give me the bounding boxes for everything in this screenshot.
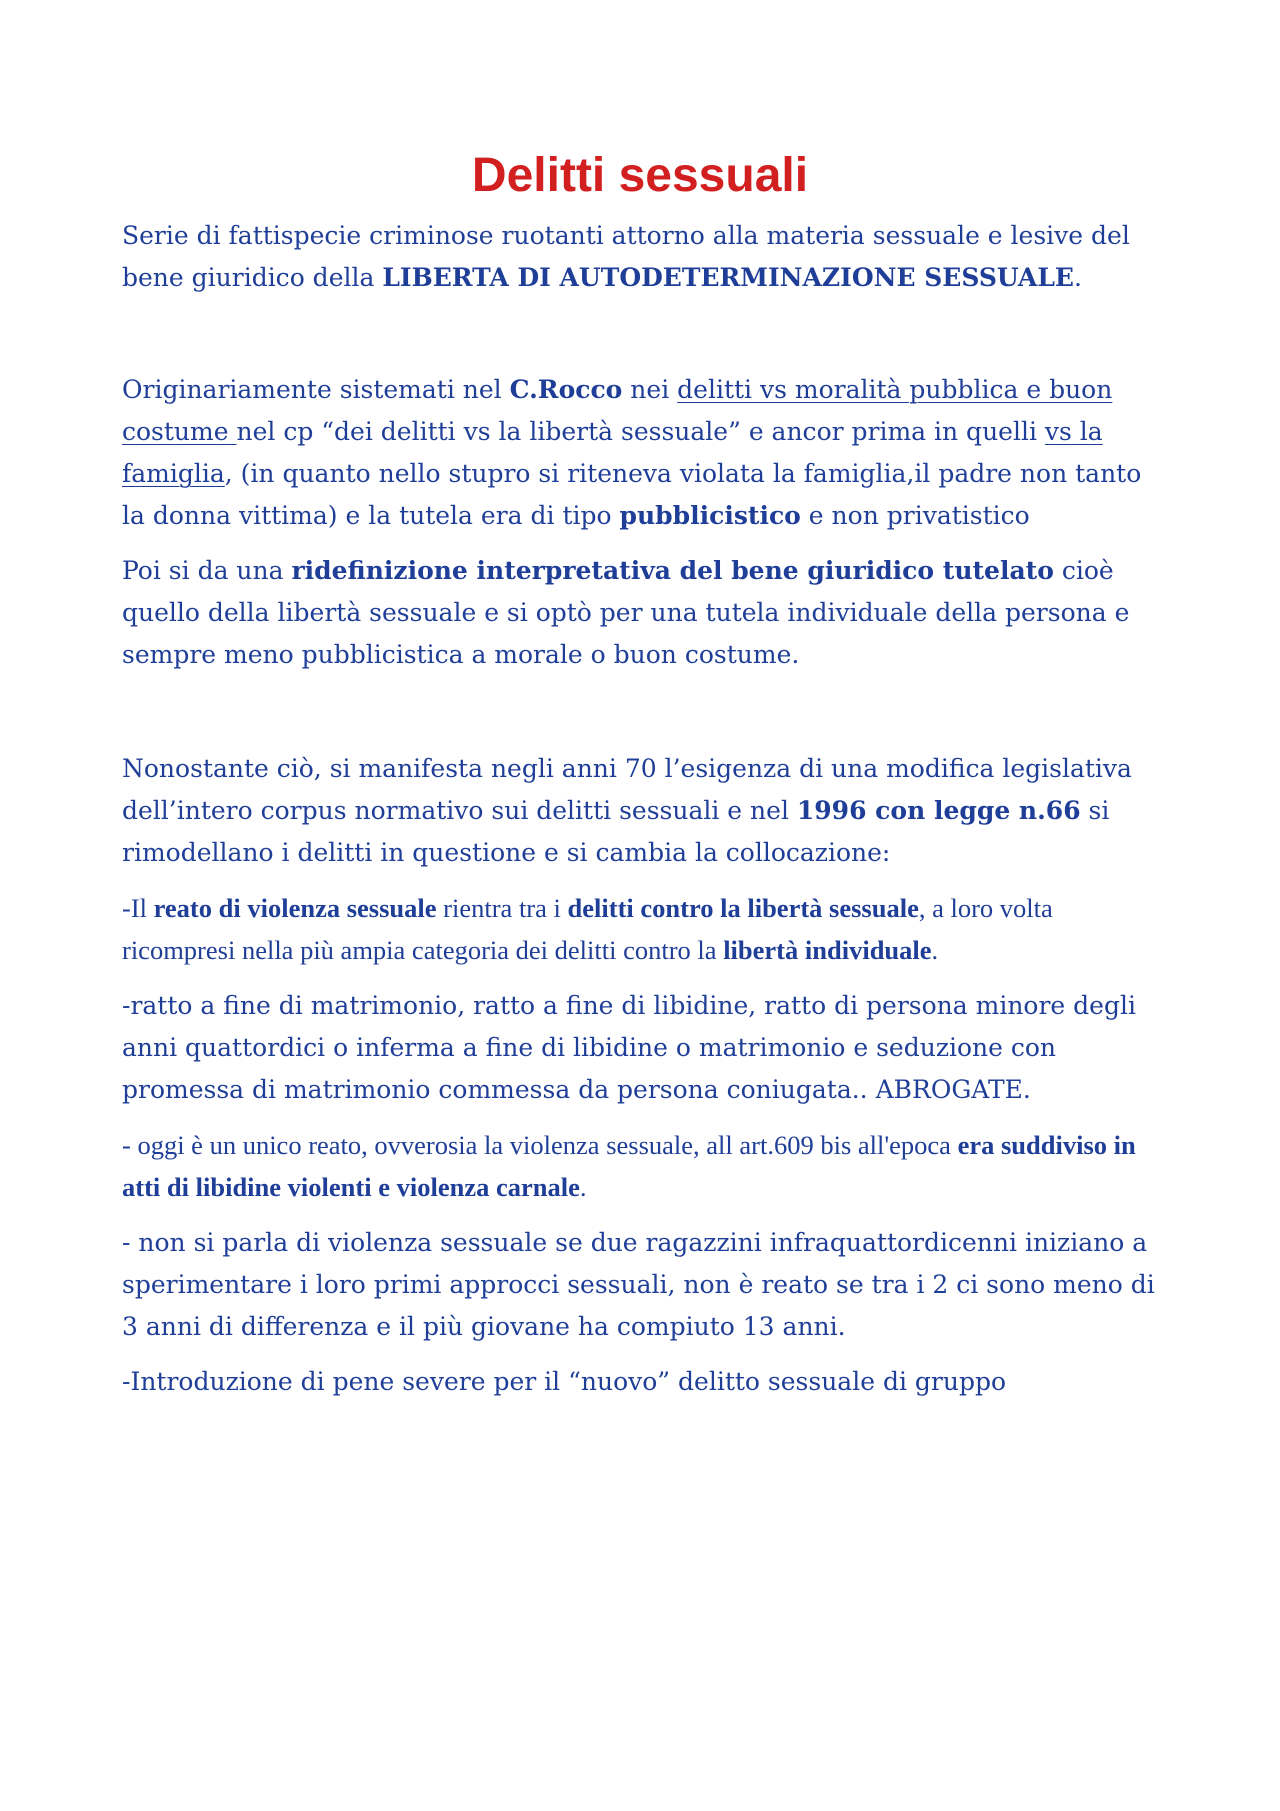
paragraph-single-offence <box>122 1124 1172 1208</box>
text-run: cioè quello della libertà sessuale e si optò per una tutela individuale della persona e sempre meno pubblicistica a morale o buon costume. <box>122 556 1130 669</box>
paragraph-definition <box>122 215 1172 299</box>
bold-text: pubblicistico <box>619 501 801 530</box>
bold-text: C.Rocco <box>509 375 623 404</box>
text-run: , a loro volta ricompresi nella più ampia categoria dei delitti contro la <box>122 893 1053 965</box>
text-run: nei <box>622 375 678 404</box>
text-run: Originariamente sistemati nel <box>122 375 510 404</box>
text-run: Nonostante ciò, si manifesta negli anni 70 l’esigenza di una modifica legislativa dell’intero corpus normativo sui delitti sessuali e nel <box>122 754 1132 825</box>
bold-text: libertà individuale <box>723 935 932 965</box>
page-title: Delitti sessuali <box>471 149 809 202</box>
text-run: - oggi è un unico reato, ovverosia la violenza sessuale, all art.609 bis all'epoca <box>122 1130 958 1160</box>
paragraph-group-offence <box>122 1361 1172 1403</box>
bold-text: reato di violenza sessuale <box>153 893 437 923</box>
text-run: -Introduzione di pene severe per il “nuovo” delitto sessuale di gruppo <box>122 1367 1006 1396</box>
paragraph-redefinition <box>122 550 1172 676</box>
underlined-text: delitti vs moralità pubblica e buon costume <box>122 375 1113 446</box>
text-run: e non privatistico <box>800 501 1030 530</box>
paragraph-origins <box>122 369 1172 537</box>
text-run: , (in quanto nello stupro si riteneva violata la famiglia,il padre non tanto la donna vittima) e la tutela era di tipo <box>122 459 1142 530</box>
underlined-text: vs la famiglia <box>122 417 1103 488</box>
text-run: -ratto a fine di matrimonio, ratto a fine di libidine, ratto di persona minore degli anni quattordici o inferma a fine di libidine o matrimonio e seduzione con promessa di matrimonio commessa da persona coniugata.. ABROGATE. <box>122 991 1136 1104</box>
text-run: . <box>931 935 939 965</box>
text-run: si rimodellano i delitti in questione e si cambia la collocazione: <box>122 796 1110 867</box>
bold-text: LIBERTA DI AUTODETERMINAZIONE SESSUALE <box>382 263 1074 292</box>
text-run: . <box>1073 263 1082 292</box>
paragraph-sexual-violence <box>122 887 1172 971</box>
text-run: -Il <box>122 893 154 923</box>
paragraph-reform <box>122 748 1172 874</box>
paragraph-abrogated <box>122 985 1172 1111</box>
text-run: rientra tra i <box>436 893 568 923</box>
bold-text: era suddiviso in atti di libidine violenti e violenza carnale <box>122 1130 1136 1202</box>
text-run: Serie di fattispecie criminose ruotanti attorno alla materia sessuale e lesive del bene giuridico della <box>122 221 1130 292</box>
bold-text: ridefinizione interpretativa del bene giuridico tutelato <box>291 556 1054 585</box>
text-run: nel cp “dei delitti vs la libertà sessuale” e ancor prima in quelli <box>236 417 1045 446</box>
text-run: - non si parla di violenza sessuale se due ragazzini infraquattordicenni iniziano a sperimentare i loro primi approcci sessuali, non è reato se tra i 2 ci sono meno di 3 anni di differenza e il più giovane ha compiuto 13 anni. <box>122 1228 1155 1341</box>
text-run: . <box>579 1172 587 1202</box>
text-run: Poi si da una <box>122 556 292 585</box>
bold-text: 1996 con legge n.66 <box>796 796 1081 825</box>
bold-text: delitti contro la libertà sessuale <box>567 893 919 923</box>
paragraph-minors <box>122 1222 1172 1348</box>
